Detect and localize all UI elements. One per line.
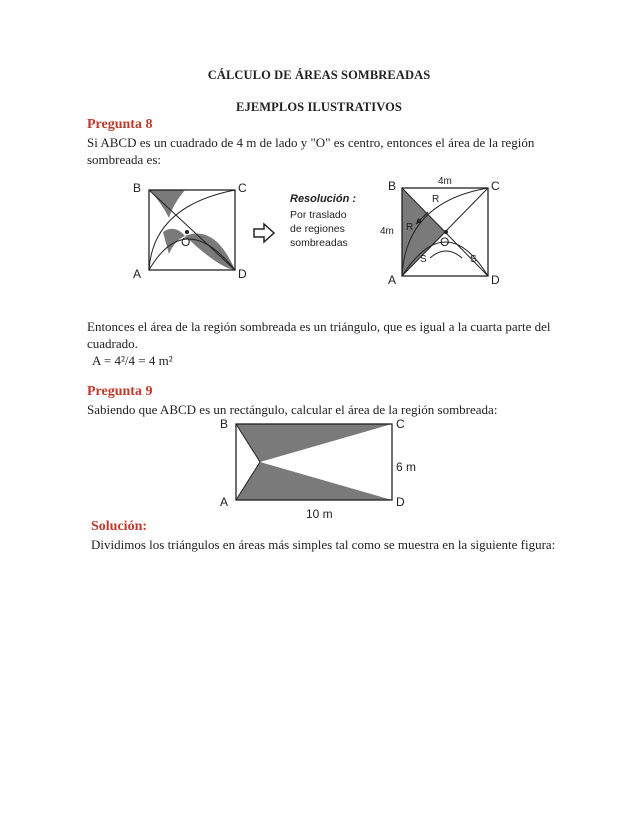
question-8-figure-right <box>378 172 508 288</box>
label-o: O <box>440 235 450 249</box>
resolution-line-3: sombreadas <box>290 237 348 249</box>
label-b: B <box>388 179 397 193</box>
resolution-note <box>288 190 378 260</box>
question-8-heading: Pregunta 8 <box>87 117 153 132</box>
label-o: O <box>181 235 191 249</box>
label-d: D <box>238 267 247 281</box>
page-subtitle: EJEMPLOS ILUSTRATIVOS <box>236 100 402 114</box>
question-8-conclusion: Entonces el área de la región sombreada es un triángulo, que es igual a la cuarta parte del cuadrado. <box>87 319 551 351</box>
label-c: C <box>396 417 405 431</box>
label-top-dimension: 4m <box>438 176 452 187</box>
center-point <box>444 230 448 234</box>
label-r-lower: R <box>406 222 414 233</box>
question-9-figure <box>214 414 434 524</box>
question-8-figure-left <box>125 178 255 288</box>
label-s-right: S <box>470 254 477 265</box>
label-b: B <box>220 417 229 431</box>
label-c: C <box>238 181 247 195</box>
question-9-heading: Pregunta 9 <box>87 384 153 399</box>
question-8-formula: A = 4²/4 = 4 m² <box>92 353 173 368</box>
label-a: A <box>388 273 397 287</box>
label-r-upper: R <box>432 194 440 205</box>
solution-text: Dividimos los triángulos en áreas más simples tal como se muestra en la siguiente figura: <box>91 537 556 552</box>
inner-arc <box>430 251 462 258</box>
resolution-line-1: Por traslado <box>290 209 347 221</box>
label-c: C <box>491 179 500 193</box>
shaded-region-top <box>149 190 185 218</box>
question-8-statement: Si ABCD es un cuadrado de 4 m de lado y "O" es centro, entonces el área de la región sombreada es: <box>87 135 535 167</box>
label-height: 6 m <box>396 460 417 474</box>
shaded-triangle-top <box>236 424 392 462</box>
label-width: 10 m <box>306 507 333 521</box>
question-9-statement: Sabiendo que ABCD es un rectángulo, calcular el área de la región sombreada: <box>87 402 498 417</box>
label-b: B <box>133 181 142 195</box>
shaded-triangle-bottom <box>236 462 392 500</box>
arrow-right-icon <box>252 222 276 244</box>
resolution-title: Resolución : <box>290 193 357 205</box>
resolution-line-2: de regiones <box>290 223 345 235</box>
page-title: CÁLCULO DE ÁREAS SOMBREADAS <box>207 68 431 82</box>
solution-heading: Solución: <box>91 519 148 534</box>
label-side-dimension: 4m <box>380 226 394 237</box>
label-d: D <box>491 273 500 287</box>
label-a: A <box>220 495 229 509</box>
label-d: D <box>396 495 405 509</box>
label-s-left: S <box>420 254 427 265</box>
center-point <box>185 230 189 234</box>
label-a: A <box>133 267 142 281</box>
